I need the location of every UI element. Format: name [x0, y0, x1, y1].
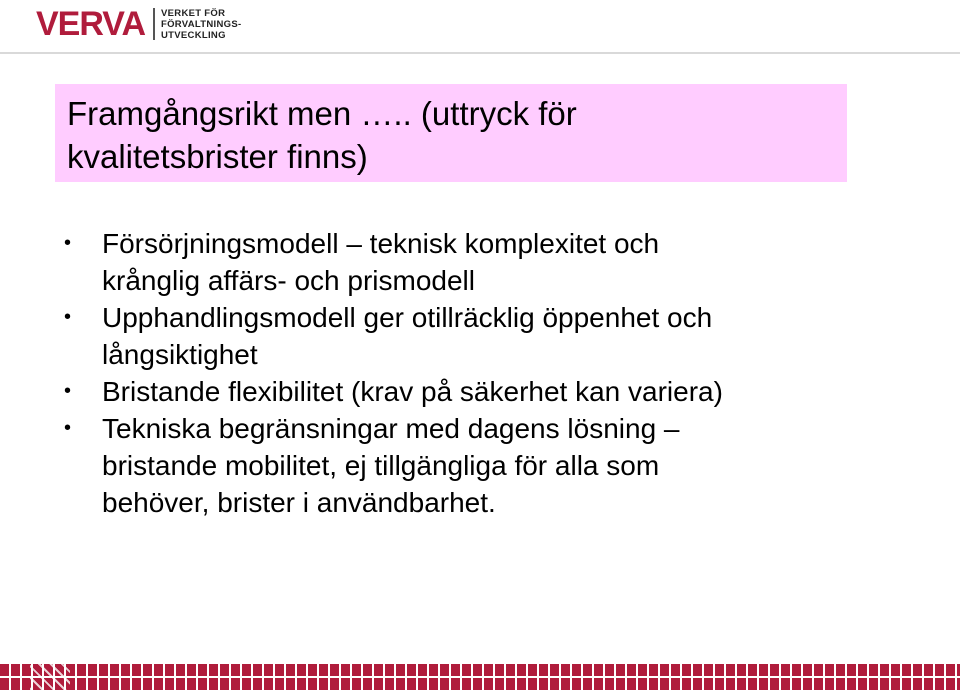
logo-subtitle [161, 8, 241, 41]
bullet-icon: • [64, 232, 72, 254]
bullet-text-line: långsiktighet [102, 339, 258, 370]
bullet-text-line: Försörjningsmodell – teknisk komplexitet och [102, 228, 660, 259]
header-divider [0, 52, 960, 54]
slide-title [67, 92, 835, 178]
slide-title-line: Framgångsrikt men ….. (uttryck för [67, 95, 577, 132]
bullet-text-line: bristande mobilitet, ej tillgängliga för alla som [102, 450, 660, 481]
bullet-text-line: Bristande flexibilitet (krav på säkerhet kan variera) [102, 376, 723, 407]
bullet-item [60, 373, 860, 410]
logo-wordmark: VERVA [36, 5, 146, 43]
bullet-icon: • [64, 417, 72, 439]
bullet-icon: • [64, 380, 72, 402]
logo-divider [153, 8, 155, 40]
bullet-item [60, 225, 860, 299]
bullet-text-line: behöver, brister i användbarhet. [102, 487, 496, 518]
logo-subtitle-line: FÖRVALTNINGS- [161, 18, 242, 30]
bullet-text-line: Upphandlingsmodell ger otillräcklig öppenhet och [102, 302, 713, 333]
slide-title-line: kvalitetsbrister finns) [67, 138, 368, 175]
logo-subtitle-line: VERKET FÖR [161, 7, 226, 19]
slide-title-box [55, 84, 847, 182]
bullet-icon: • [64, 306, 72, 328]
decorative-footer-pattern [0, 664, 960, 690]
logo-subtitle-line: UTVECKLING [161, 29, 226, 41]
footer-pattern-accent [30, 664, 70, 690]
bullet-text-line: Tekniska begränsningar med dagens lösning – [102, 413, 680, 444]
bullet-list [60, 225, 860, 521]
bullet-item [60, 299, 860, 373]
bullet-item [60, 410, 860, 521]
bullet-text-line: krånglig affärs- och prismodell [102, 265, 475, 296]
verva-logo [36, 6, 241, 42]
